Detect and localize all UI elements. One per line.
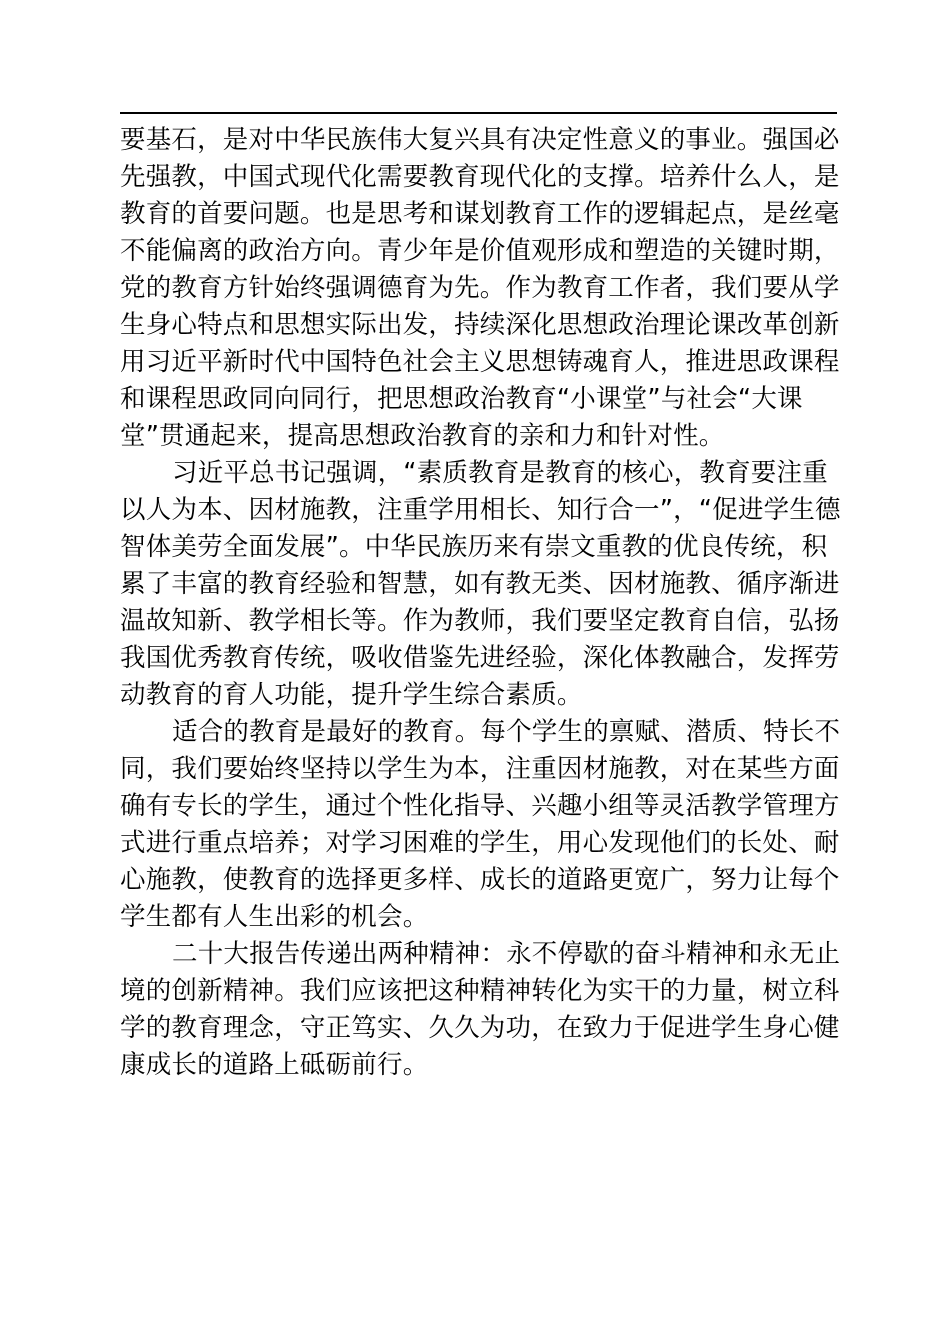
text-line: 生身心特点和思想实际出发，持续深化思想政治理论课改革创新 <box>120 310 840 340</box>
text-line: 智体美劳全面发展”。中华民族历来有崇文重教的优良传统，积 <box>120 532 828 562</box>
text-line: 适合的教育是最好的教育。每个学生的禀赋、潜质、特长不 <box>172 717 841 747</box>
text-line: 以人为本、因材施教，注重学用相长、知行合一”，“促进学生德 <box>120 495 841 525</box>
text-line: 学生都有人生出彩的机会。 <box>120 902 429 932</box>
text-line: 堂”贯通起来，提高思想政治教育的亲和力和针对性。 <box>120 421 725 451</box>
text-line: 心施教，使教育的选择更多样、成长的道路更宽广，努力让每个 <box>120 865 840 895</box>
text-line: 我国优秀教育传统，吸收借鉴先进经验，深化体教融合，发挥劳 <box>120 643 840 673</box>
text-line: 党的教育方针始终强调德育为先。作为教育工作者，我们要从学 <box>120 273 840 303</box>
text-line: 习近平总书记强调，“素质教育是教育的核心，教育要注重 <box>172 458 828 488</box>
text-line: 累了丰富的教育经验和智慧，如有教无类、因材施教、循序渐进 <box>120 569 840 599</box>
text-line: 动教育的育人功能，提升学生综合素质。 <box>120 680 583 710</box>
text-line: 境的创新精神。我们应该把这种精神转化为实干的力量，树立科 <box>120 976 840 1006</box>
text-line: 同，我们要始终坚持以学生为本，注重因材施教，对在某些方面 <box>120 754 840 784</box>
text-line: 和课程思政同向同行，把思想政治教育“小课堂”与社会“大课 <box>120 384 803 414</box>
text-line: 式进行重点培养；对学习困难的学生，用心发现他们的长处、耐 <box>120 828 840 858</box>
header-rule <box>120 112 837 114</box>
text-line: 要基石，是对中华民族伟大复兴具有决定性意义的事业。强国必 <box>120 125 840 155</box>
text-line: 确有专长的学生，通过个性化指导、兴趣小组等灵活教学管理方 <box>120 791 840 821</box>
paragraph-4 <box>120 936 842 1084</box>
text-line: 先强教，中国式现代化需要教育现代化的支撑。培养什么人，是 <box>120 162 840 192</box>
text-line: 康成长的道路上砥砺前行。 <box>120 1050 429 1080</box>
paragraph-2 <box>120 455 842 714</box>
document-body <box>120 122 842 1084</box>
text-line: 学的教育理念，守正笃实、久久为功，在致力于促进学生身心健 <box>120 1013 840 1043</box>
text-line: 教育的首要问题。也是思考和谋划教育工作的逻辑起点，是丝毫 <box>120 199 840 229</box>
text-line: 用习近平新时代中国特色社会主义思想铸魂育人，推进思政课程 <box>120 347 840 377</box>
text-line: 温故知新、教学相长等。作为教师，我们要坚定教育自信，弘扬 <box>120 606 840 636</box>
paragraph-3 <box>120 714 842 936</box>
text-line: 不能偏离的政治方向。青少年是价值观形成和塑造的关键时期， <box>120 236 840 266</box>
paragraph-1 <box>120 122 842 455</box>
text-line: 二十大报告传递出两种精神：永不停歇的奋斗精神和永无止 <box>172 939 841 969</box>
